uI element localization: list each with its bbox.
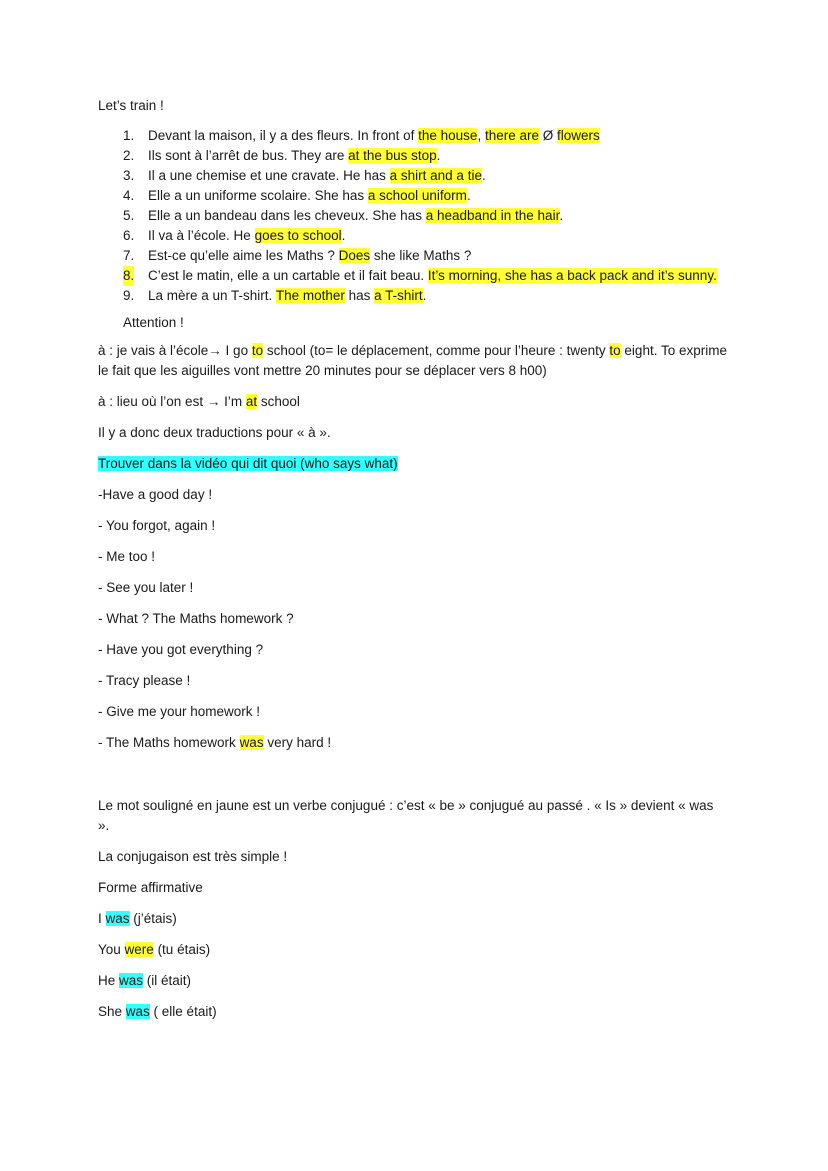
highlighted-text: was [105, 911, 130, 926]
text-run: (il était) [143, 973, 192, 988]
grammar-section [98, 796, 728, 1022]
paragraph-a-at [98, 392, 728, 412]
highlighted-text: was [125, 1004, 150, 1019]
exercise-number: 3. [123, 168, 135, 183]
highlighted-text: a shirt and a tie [389, 168, 482, 183]
text-run: school (to= le déplacement, comme pour l’heure : twenty [263, 343, 610, 358]
grammar-line [98, 878, 728, 898]
highlighted-text: a school uniform [367, 188, 467, 203]
spacer [98, 764, 728, 796]
quotes-section [98, 485, 728, 753]
grammar-line [98, 847, 728, 867]
exercise-item [98, 126, 728, 146]
exercise-number: 8. [123, 266, 134, 286]
text-run: Ils sont à l’arrêt de bus. They are [148, 148, 349, 163]
text-run: she like Maths ? [370, 248, 472, 263]
text-run: - What ? The Maths homework ? [98, 611, 294, 626]
text-run: very hard ! [263, 735, 332, 750]
exercise-number: 1. [123, 128, 135, 143]
text-run: -Have a good day ! [98, 487, 213, 502]
exercise-number: 4. [123, 188, 135, 203]
text-run: . [436, 148, 441, 163]
text-run: . [559, 208, 564, 223]
highlighted-text: a T-shirt [374, 288, 423, 303]
exercise-number: 2. [123, 148, 135, 163]
text-run: La mère a un T-shirt. [148, 288, 276, 303]
quote-line [98, 640, 728, 660]
exercise-item [98, 266, 728, 286]
exercise-item [98, 226, 728, 246]
highlighted-text: flowers [557, 128, 600, 143]
quote-line [98, 516, 728, 536]
text-run: - The Maths homework [98, 735, 240, 750]
exercise-number: 5. [123, 208, 135, 223]
text-run: Est-ce qu’elle aime les Maths ? [148, 248, 339, 263]
highlighted-text: goes to school [254, 228, 342, 243]
grammar-line [98, 796, 728, 836]
text-run: Elle a un bandeau dans les cheveux. She has [148, 208, 426, 223]
text-run: has [344, 288, 375, 303]
exercise-item [98, 286, 728, 306]
text-run: Il va à l’école. He [148, 228, 255, 243]
exercise-item [98, 246, 728, 266]
text-run: school [257, 394, 300, 409]
grammar-line [98, 971, 728, 991]
text-run: . [481, 168, 486, 183]
text-run: C’est le matin, elle a un cartable et il fait beau. [148, 268, 428, 283]
text-run: ( elle était) [149, 1004, 217, 1019]
quote-line [98, 702, 728, 722]
text-run: . [422, 288, 427, 303]
quote-line [98, 671, 728, 691]
grammar-line [98, 940, 728, 960]
exercise-number: 6. [123, 228, 135, 243]
text-run: He [98, 973, 120, 988]
text-run: I [98, 911, 106, 926]
quote-line [98, 733, 728, 753]
highlighted-text: were [124, 942, 154, 957]
text-run: - Give me your homework ! [98, 704, 261, 719]
quote-line [98, 578, 728, 598]
text-run: - Me too ! [98, 549, 156, 564]
highlighted-text: a headband in the hair [425, 208, 560, 223]
text-run: - Have you got everything ? [98, 642, 264, 657]
document-page [98, 98, 728, 1033]
quote-line [98, 547, 728, 567]
highlighted-text: to [609, 343, 621, 358]
text-run: La conjugaison est très simple ! [98, 849, 288, 864]
text-run: (tu étais) [153, 942, 211, 957]
text-run: à : lieu où l’on est → I’m [98, 394, 246, 409]
highlighted-text: was [119, 973, 144, 988]
highlighted-text: Trouver dans la vidéo qui dit quoi (who says what) [98, 456, 398, 471]
exercise-number: 9. [123, 288, 135, 303]
text-run: You [98, 942, 125, 957]
paragraph-two-translations [98, 423, 728, 443]
text-run: Devant la maison, il y a des fleurs. In front of [148, 128, 419, 143]
text-run: . [466, 188, 471, 203]
text-run: Le mot souligné en jaune est un verbe conjugué : c’est « be » conjugué au passé . « Is » devient « was ». [98, 798, 714, 833]
explanation-section [98, 341, 728, 474]
highlighted-text: was [239, 735, 264, 750]
text-run: Il a une chemise et une cravate. He has [148, 168, 390, 183]
paragraph-a-to [98, 341, 728, 381]
highlighted-text: there are [484, 128, 540, 143]
paragraph-instruction [98, 454, 728, 474]
highlighted-text: to [251, 343, 264, 358]
text-run: Elle a un uniforme scolaire. She has [148, 188, 368, 203]
text-run: (j’étais) [129, 911, 177, 926]
highlighted-text: Does [338, 248, 371, 263]
text-run: Ø [539, 128, 558, 143]
grammar-line [98, 1002, 728, 1022]
grammar-line [98, 909, 728, 929]
quote-line [98, 485, 728, 505]
text-run: She [98, 1004, 126, 1019]
exercise-list [98, 126, 728, 306]
quote-line [98, 609, 728, 629]
page-title: Let’s train ! [98, 98, 164, 113]
text-run: eight. To exprime le fait que les aiguilles vont mettre 20 minutes pour se déplacer vers 8 h00) [98, 343, 727, 378]
text-run: Il y a donc deux traductions pour « à ». [98, 425, 331, 440]
text-run: - Tracy please ! [98, 673, 191, 688]
exercise-item [98, 146, 728, 166]
exercise-item [98, 206, 728, 226]
highlighted-text: the house [418, 128, 478, 143]
highlighted-text: at the bus stop [348, 148, 437, 163]
highlighted-text: It’s morning, she has a back pack and it’s sunny. [427, 268, 717, 283]
exercise-item [98, 186, 728, 206]
text-run: - See you later ! [98, 580, 194, 595]
exercise-number: 7. [123, 248, 135, 263]
text-run: . [341, 228, 346, 243]
text-run: - You forgot, again ! [98, 518, 216, 533]
exercise-item [98, 166, 728, 186]
attention-heading: Attention ! [123, 315, 184, 330]
highlighted-text: The mother [275, 288, 345, 303]
text-run: , [477, 128, 485, 143]
highlighted-text: at [245, 394, 258, 409]
text-run: Forme affirmative [98, 880, 203, 895]
text-run: à : je vais à l’école→ I go [98, 343, 252, 358]
